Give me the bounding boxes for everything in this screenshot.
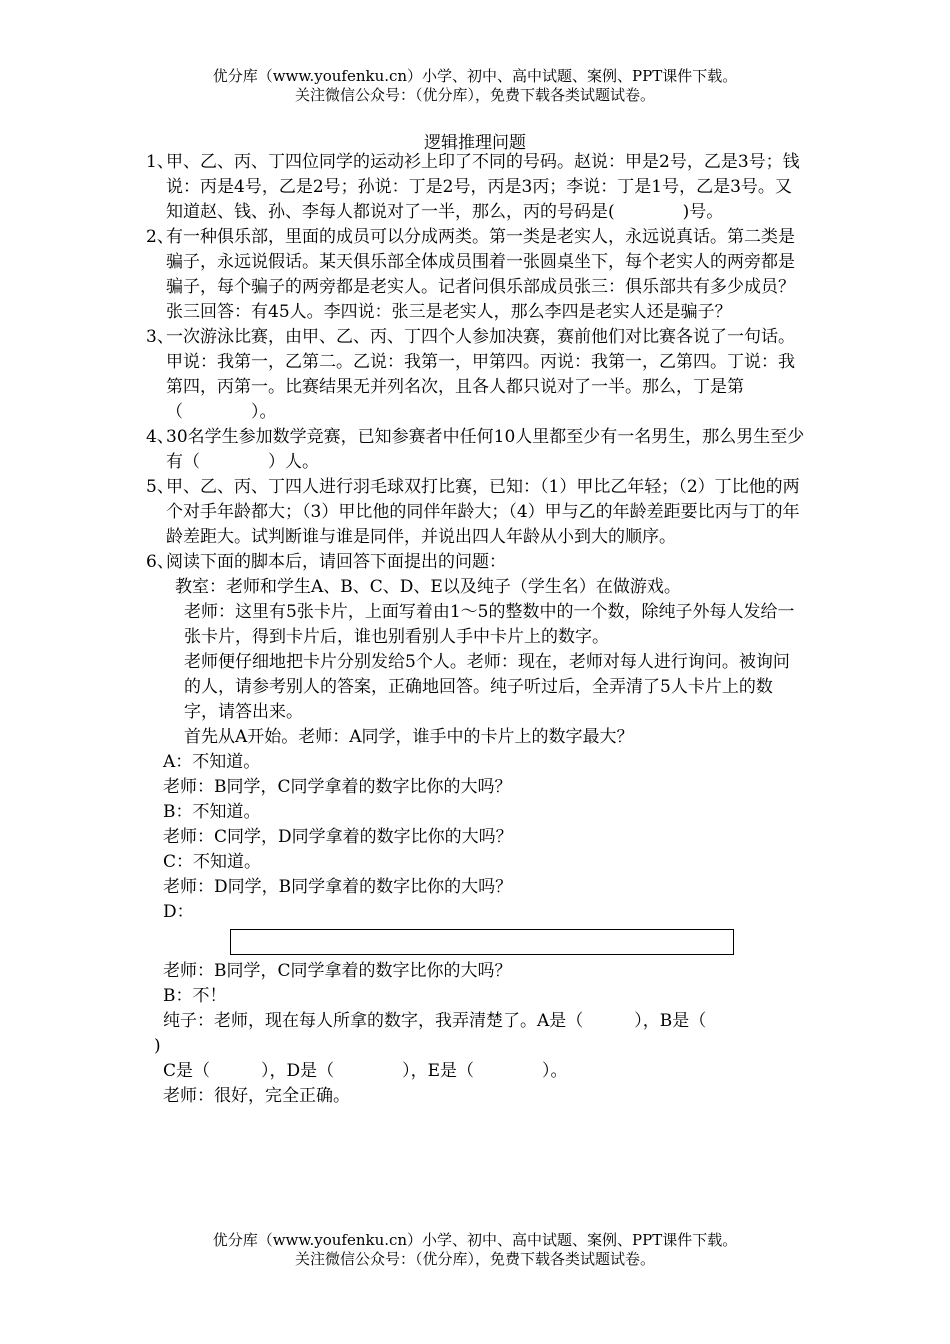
question-1 xyxy=(146,150,806,225)
question-text: 阅读下面的脚本后，请回答下面提出的问题： xyxy=(166,552,506,572)
script-intro: 教室：老师和学生A、B、C、D、E以及纯子（学生名）在做游戏。 xyxy=(175,577,681,597)
footer-line-2: 关注微信公众号：（优分库），免费下载各类试题试卷。 xyxy=(294,1250,655,1268)
dialog-line: B：不知道。 xyxy=(163,802,261,822)
script-paragraph-1: 老师：这里有5张卡片，上面写着由1～5的整数中的一个数，除纯子外每人发给一张卡片，得到卡片后，谁也别看别人手中卡片上的数字。 xyxy=(184,602,795,647)
question-text: 有一种俱乐部，里面的成员可以分成两类。第一类是老实人，永远说真话。第二类是骗子，永远说假话。某天俱乐部全体成员围着一张圆桌坐下，每个老实人的两旁都是骗子，每个骗子的两旁都是老实人。记者问俱乐部成员张三：俱乐部共有多少成员？张三回答：有45人。李四说：张三是老实人，那么李四是老实人还是骗子？ xyxy=(166,227,795,322)
question-text: 甲、乙、丙、丁四人进行羽毛球双打比赛，已知：（1）甲比乙年轻；（2）丁比他的两个对手年龄都大；（3）甲比他的同伴年龄大；（4）甲与乙的年龄差距要比丙与丁的年龄差距大。试判断谁与谁是同伴，并说出四人年龄从小到大的顺序。 xyxy=(166,477,800,547)
header-line-1: 优分库（www.youfenku.cn）小学、初中、高中试题、案例、PPT课件下载。 xyxy=(212,67,738,85)
question-text: 甲、乙、丙、丁四位同学的运动衫上印了不同的号码。赵说：甲是2号，乙是3号；钱说：丙是4号，乙是2号；孙说：丁是2号，丙是3丙；李说：丁是1号，乙是3号。又知道赵、钱、孙、李每人都说对了一半，那么，丙的号码是( )号。 xyxy=(166,152,800,222)
question-text: 30名学生参加数学竞赛，已知参赛者中任何10人里都至少有一名男生，那么男生至少有（ ）人。 xyxy=(166,427,805,472)
dialog-line: C是（ ），D是（ ），E是（ ）。 xyxy=(163,1061,568,1081)
question-number: 1、 xyxy=(146,152,174,172)
dialog-line-overflow: ) xyxy=(154,1036,161,1056)
question-number: 2、 xyxy=(146,227,174,247)
page-footer xyxy=(0,1231,950,1269)
question-number: 5、 xyxy=(146,477,174,497)
dialog-line: A：不知道。 xyxy=(163,752,261,772)
question-6 xyxy=(146,550,806,575)
dialog-line: 纯子：老师，现在每人所拿的数字，我弄清楚了。A是（ ），B是（ xyxy=(163,1011,707,1031)
dialog-line: B：不！ xyxy=(163,986,227,1006)
question-2 xyxy=(146,225,806,325)
footer-line-1: 优分库（www.youfenku.cn）小学、初中、高中试题、案例、PPT课件下载。 xyxy=(212,1231,738,1249)
question-number: 6、 xyxy=(146,552,174,572)
document-body xyxy=(146,150,806,1109)
question-4 xyxy=(146,425,806,475)
page-title: 逻辑推理问题 xyxy=(424,133,526,153)
dialog-line: 老师：B同学，C同学拿着的数字比你的大吗？ xyxy=(163,777,512,797)
question-5 xyxy=(146,475,806,550)
dialog-line: 老师：很好，完全正确。 xyxy=(163,1086,350,1106)
script-paragraph-3: 首先从A开始。老师：A同学，谁手中的卡片上的数字最大？ xyxy=(184,727,634,747)
dialog-line: D： xyxy=(163,902,194,922)
script-paragraph-2: 老师便仔细地把卡片分别发给5个人。老师：现在，老师对每人进行询问。被询问的人，请参考别人的答案，正确地回答。纯子听过后，全弄清了5人卡片上的数字，请答出来。 xyxy=(184,652,790,722)
question-3 xyxy=(146,325,806,425)
answer-box[interactable] xyxy=(230,929,734,955)
dialog-line: 老师：B同学，C同学拿着的数字比你的大吗？ xyxy=(163,961,512,981)
dialog-line: 老师：D同学，B同学拿着的数字比你的大吗？ xyxy=(163,877,513,897)
dialog-line: C：不知道。 xyxy=(163,852,262,872)
question-number: 3、 xyxy=(146,327,174,347)
page-header xyxy=(0,67,950,105)
question-number: 4、 xyxy=(146,427,174,447)
question-text: 一次游泳比赛，由甲、乙、丙、丁四个人参加决赛，赛前他们对比赛各说了一句话。甲说：我第一，乙第二。乙说：我第一，甲第四。丙说：我第一，乙第四。丁说：我第四，丙第一。比赛结果无并列名次，且各人都只说对了一半。那么，丁是第（ ）。 xyxy=(166,327,795,422)
header-line-2: 关注微信公众号：（优分库），免费下载各类试题试卷。 xyxy=(294,86,655,104)
dialog-line: 老师：C同学，D同学拿着的数字比你的大吗？ xyxy=(163,827,513,847)
